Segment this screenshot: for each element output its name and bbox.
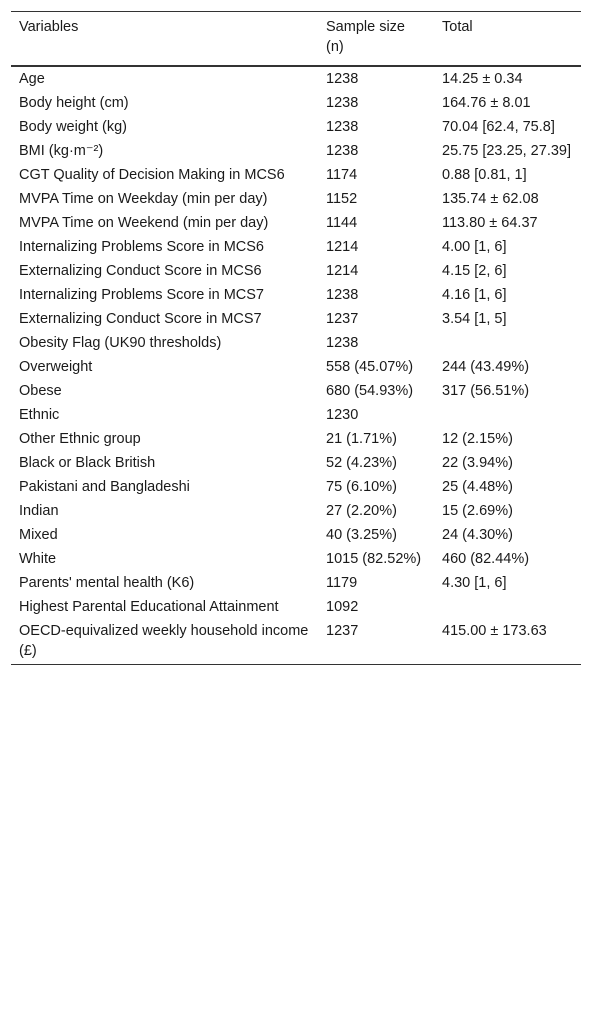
sample-size-cell: 1015 (82.52%) [326, 551, 422, 567]
table-row [11, 187, 581, 211]
total-cell: 4.30 [1, 6] [442, 575, 507, 591]
variable-cell: Parents' mental health (K6) [19, 575, 195, 591]
table-row [11, 499, 581, 523]
table-row [11, 91, 581, 115]
table-row [11, 139, 581, 163]
table-row [11, 235, 581, 259]
variable-cell: Other Ethnic group [19, 431, 141, 447]
total-cell: 317 (56.51%) [442, 383, 530, 399]
total-cell: 244 (43.49%) [442, 359, 530, 375]
table-body [11, 66, 581, 665]
table-row [11, 211, 581, 235]
total-cell: 4.00 [1, 6] [442, 239, 507, 255]
total-cell: 22 (3.94%) [442, 455, 513, 471]
table-row [11, 379, 581, 403]
header-total: Total [442, 19, 473, 35]
variable-cell: Age [19, 71, 45, 87]
sample-size-cell: 1237 [326, 311, 359, 327]
sample-size-cell: 1214 [326, 239, 359, 255]
total-cell: 25.75 [23.25, 27.39] [442, 143, 571, 159]
table-row [11, 523, 581, 547]
variable-cell: Internalizing Problems Score in MCS7 [19, 287, 264, 303]
table-row [11, 331, 581, 355]
total-cell: 4.16 [1, 6] [442, 287, 507, 303]
sample-size-cell: 1238 [326, 119, 359, 135]
variable-cell: MVPA Time on Weekend (min per day) [19, 215, 269, 231]
variable-cell: Pakistani and Bangladeshi [19, 479, 190, 495]
variable-cell: BMI (kg·m⁻²) [19, 143, 104, 159]
table-row [11, 66, 581, 91]
sample-size-cell: 1238 [326, 95, 359, 111]
table-row [11, 571, 581, 595]
total-cell: 113.80 ± 64.37 [442, 215, 538, 231]
table-row [11, 115, 581, 139]
variable-cell: Ethnic [19, 407, 60, 423]
table-row [11, 259, 581, 283]
total-cell: 460 (82.44%) [442, 551, 530, 567]
table-header [11, 12, 581, 67]
sample-size-cell: 680 (54.93%) [326, 383, 414, 399]
total-cell: 415.00 ± 173.63 [442, 623, 547, 639]
sample-size-cell: 27 (2.20%) [326, 503, 397, 519]
total-cell: 14.25 ± 0.34 [442, 71, 523, 87]
table-row [11, 163, 581, 187]
sample-size-cell: 1238 [326, 71, 359, 87]
variable-cell: Externalizing Conduct Score in MCS7 [19, 311, 262, 327]
header-variables: Variables [19, 19, 79, 35]
characteristics-table [11, 11, 581, 665]
total-cell [434, 595, 581, 619]
table-row [11, 427, 581, 451]
total-cell [434, 403, 581, 427]
table-row [11, 283, 581, 307]
total-cell: 15 (2.69%) [442, 503, 513, 519]
variable-cell: Externalizing Conduct Score in MCS6 [19, 263, 262, 279]
table-row [11, 451, 581, 475]
total-cell: 164.76 ± 8.01 [442, 95, 531, 111]
variable-cell: Mixed [19, 527, 58, 543]
header-sample-size: Sample size (n) [326, 19, 405, 55]
variable-cell: Overweight [19, 359, 93, 375]
table-row [11, 307, 581, 331]
variable-cell: Obese [19, 383, 62, 399]
sample-size-cell: 1174 [326, 167, 358, 183]
variable-cell: Internalizing Problems Score in MCS6 [19, 239, 264, 255]
total-cell: 70.04 [62.4, 75.8] [442, 119, 555, 135]
variable-cell: OECD-equivalized weekly household income (£) [19, 623, 309, 659]
table-row [11, 619, 581, 665]
sample-size-cell: 1238 [326, 335, 359, 351]
sample-size-cell: 21 (1.71%) [326, 431, 397, 447]
sample-size-cell: 75 (6.10%) [326, 479, 397, 495]
sample-size-cell: 52 (4.23%) [326, 455, 397, 471]
sample-size-cell: 1214 [326, 263, 359, 279]
total-cell: 135.74 ± 62.08 [442, 191, 539, 207]
sample-size-cell: 1152 [326, 191, 358, 207]
variable-cell: Body weight (kg) [19, 119, 127, 135]
total-cell: 24 (4.30%) [442, 527, 513, 543]
sample-size-cell: 1092 [326, 599, 359, 615]
total-cell: 12 (2.15%) [442, 431, 513, 447]
variable-cell: Indian [19, 503, 59, 519]
sample-size-cell: 558 (45.07%) [326, 359, 414, 375]
total-cell: 0.88 [0.81, 1] [442, 167, 527, 183]
table-row [11, 547, 581, 571]
table-row [11, 403, 581, 427]
variable-cell: Highest Parental Educational Attainment [19, 599, 279, 615]
total-cell: 25 (4.48%) [442, 479, 513, 495]
total-cell [434, 331, 581, 355]
sample-size-cell: 40 (3.25%) [326, 527, 397, 543]
variable-cell: Body height (cm) [19, 95, 129, 111]
variable-cell: Black or Black British [19, 455, 156, 471]
sample-size-cell: 1237 [326, 623, 359, 639]
table-row [11, 355, 581, 379]
header-row [11, 12, 581, 67]
table-row [11, 475, 581, 499]
sample-size-cell: 1238 [326, 287, 359, 303]
sample-size-cell: 1230 [326, 407, 359, 423]
total-cell: 3.54 [1, 5] [442, 311, 507, 327]
variable-cell: CGT Quality of Decision Making in MCS6 [19, 167, 285, 183]
variable-cell: MVPA Time on Weekday (min per day) [19, 191, 268, 207]
table-row [11, 595, 581, 619]
variable-cell: White [19, 551, 57, 567]
sample-size-cell: 1238 [326, 143, 359, 159]
sample-size-cell: 1179 [326, 575, 358, 591]
sample-size-cell: 1144 [326, 215, 358, 231]
variable-cell: Obesity Flag (UK90 thresholds) [19, 335, 222, 351]
total-cell: 4.15 [2, 6] [442, 263, 507, 279]
